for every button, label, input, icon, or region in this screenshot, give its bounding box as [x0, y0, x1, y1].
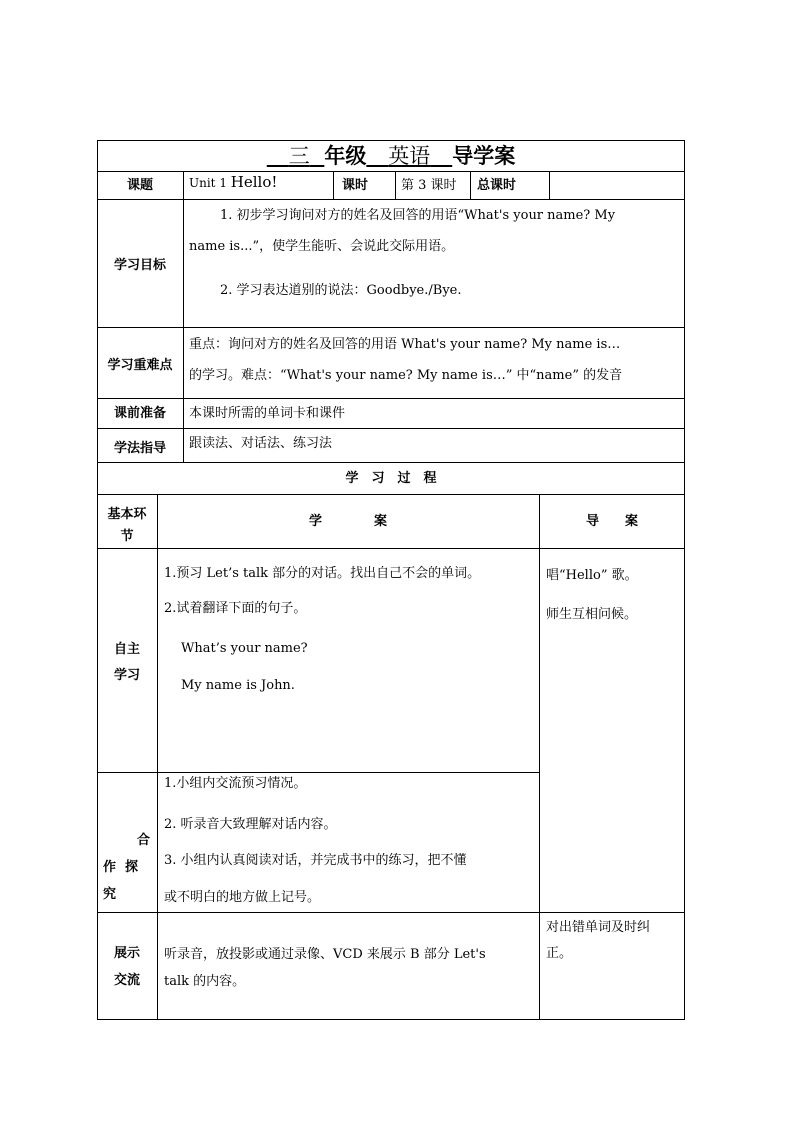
title-subject: 英语: [388, 144, 431, 168]
cooperate-item1: 1.小组内交流预习情况。: [164, 776, 307, 791]
title-grade: 三: [288, 144, 310, 168]
row-divider: [97, 462, 685, 463]
present-label-line2: 交流: [113, 973, 140, 988]
present-guide-line2: 正。: [546, 946, 573, 961]
column-divider: [470, 171, 471, 199]
topic-label: 课题: [126, 178, 153, 193]
period-label: 课时: [342, 178, 369, 193]
self-study-guide1: 唱“Hello” 歌。: [546, 568, 638, 583]
row-divider: [97, 327, 685, 328]
cooperate-item3: 3. 小组内认真阅读对话，并完成书中的练习，把不懂: [164, 853, 467, 868]
objectives-line1: 1. 初步学习询问对方的姓名及回答的用语“What's your name? My: [220, 208, 616, 223]
row-divider: [97, 428, 685, 429]
topic-value: [189, 174, 277, 192]
row-divider: [97, 199, 685, 200]
column-divider: [183, 171, 184, 462]
student-plan-column-header: 学 案: [308, 514, 387, 529]
objectives-line3: 2. 学习表达道别的说法：Goodbye./Bye.: [220, 283, 462, 298]
objectives-line2: name is...”，使学生能听、会说此交际用语。: [189, 239, 455, 254]
row-divider: [97, 912, 685, 913]
row-divider: [97, 772, 539, 773]
cooperate-item4: 或不明白的地方做上记号。: [164, 890, 321, 905]
column-divider: [333, 171, 334, 199]
self-study-label-line2: 学习: [113, 668, 140, 683]
preparation-value: 本课时所需的单词卡和课件: [189, 406, 346, 421]
stage-column-header: 基本环节: [107, 507, 147, 544]
method-label: 学法指导: [113, 441, 166, 456]
topic-prefix: Unit 1: [189, 176, 231, 190]
cooperate-item2: 2. 听录音大致理解对话内容。: [164, 817, 337, 832]
self-study-sentence2: My name is John.: [181, 678, 295, 693]
self-study-item2: 2.试着翻译下面的句子。: [164, 601, 307, 616]
process-heading: 学 习 过 程: [345, 471, 437, 486]
cooperate-label-line3: 究: [103, 887, 117, 902]
period-value: 第 3 课时: [401, 178, 457, 193]
method-value: 跟读法、对话法、练习法: [189, 436, 333, 451]
cooperate-label-line1: 合: [137, 833, 151, 848]
cooperate-label-line2: 作 探: [103, 860, 139, 875]
self-study-item1: 1.预习 Let’s talk 部分的对话。找出自己不会的单词。: [164, 566, 481, 581]
column-divider: [157, 494, 158, 1020]
topic-title: Hello!: [230, 173, 278, 191]
key-points-line2: 的学习。难点：“What's your name? My name is…” 中“name” 的发音: [189, 368, 623, 383]
present-content-line1: 听录音，放投影或通过录像、VCD 来展示 B 部分 Let's: [164, 947, 486, 962]
self-study-sentence1: What’s your name?: [181, 641, 308, 656]
total-label: 总课时: [477, 178, 517, 193]
row-divider: [97, 398, 685, 399]
key-points-label: 学习重难点: [107, 358, 173, 373]
page-title: [97, 140, 685, 171]
objectives-label: 学习目标: [113, 258, 166, 273]
column-divider: [539, 494, 540, 1020]
teacher-guide-column-header: 导 案: [585, 514, 638, 529]
self-study-label-line1: 自主: [113, 642, 140, 657]
lesson-plan-sheet: [97, 140, 685, 1020]
present-content-line2: talk 的内容。: [164, 974, 246, 989]
column-divider: [395, 171, 396, 199]
title-doc-type: 导学案: [452, 143, 516, 168]
preparation-label: 课前准备: [113, 406, 166, 421]
row-divider: [97, 171, 685, 172]
present-label-line1: 展示: [113, 946, 140, 961]
self-study-guide2: 师生互相问候。: [546, 607, 638, 622]
column-divider: [549, 171, 550, 199]
row-divider: [97, 494, 685, 495]
row-divider: [97, 548, 685, 549]
title-grade-label: 年级: [324, 143, 367, 168]
key-points-line1: 重点：询问对方的姓名及回答的用语 What's your name? My name is…: [189, 337, 621, 352]
present-guide-line1: 对出错单词及时纠: [546, 920, 651, 935]
